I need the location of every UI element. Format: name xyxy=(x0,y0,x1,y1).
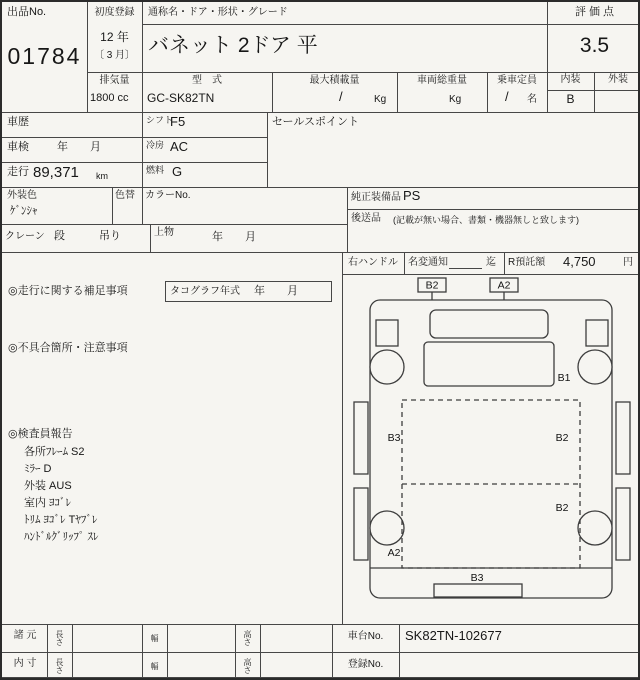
damage-label-lower-left: A2 xyxy=(387,547,401,559)
inspection-value: 年 月 xyxy=(57,141,101,153)
vehicle-name-label: 通称名・ドア・形状・グレード xyxy=(148,7,288,18)
capacity-slash: / xyxy=(505,89,509,104)
genuine-equipment-value: PS xyxy=(403,188,421,203)
deposit-label: R預託額 xyxy=(508,257,546,268)
grid-line xyxy=(272,72,273,112)
left-gate-upper xyxy=(354,402,368,474)
grid-line xyxy=(142,624,143,677)
damage-label-right-upper: B1 xyxy=(557,372,571,384)
handle-label: 右ハンドル xyxy=(348,257,398,268)
grid-line xyxy=(150,224,151,252)
grid-line xyxy=(267,112,268,187)
inspector-item: 各所ﾌﾚｰﾑ S2 xyxy=(24,446,85,458)
windshield xyxy=(430,310,548,338)
wheel-rear-right xyxy=(578,511,612,545)
gross-weight-label: 車両総重量 xyxy=(417,75,467,86)
name-change-label: 名変通知 xyxy=(408,257,448,268)
damage-label-rear-center: B3 xyxy=(470,572,484,584)
capacity-label: 乗車定員 xyxy=(497,75,537,86)
right-gate-upper xyxy=(616,402,630,474)
capacity-unit: 名 xyxy=(527,94,537,105)
height-label: 高さ xyxy=(243,630,252,646)
damage-label-lower-right: B2 xyxy=(555,502,569,514)
gross-weight-unit: Kg xyxy=(449,94,462,105)
max-load-label: 最大積載量 xyxy=(309,75,360,86)
grid-line xyxy=(2,224,347,225)
mileage-label: 走行 xyxy=(7,166,29,178)
chassis-no-value: SK82TN-102677 xyxy=(405,628,502,643)
exhibit-no-label: 出品No. xyxy=(7,6,47,18)
model-label: 型 式 xyxy=(192,75,222,86)
grid-line xyxy=(2,187,640,188)
grid-line xyxy=(397,72,398,112)
tachograph-label: タコグラフ年式 xyxy=(170,286,240,297)
width-label: 幅 xyxy=(150,661,159,670)
mileage-value: 89,371 xyxy=(33,164,79,181)
grid-line xyxy=(347,209,640,210)
length-label: 長さ xyxy=(55,657,64,674)
grid-line xyxy=(2,137,267,138)
grid-line xyxy=(399,624,400,677)
uwamono-value: 年 月 xyxy=(212,231,256,243)
grid-line xyxy=(47,624,48,677)
inspector-report-title: ◎検査員報告 xyxy=(8,428,73,440)
defects-title: ◎不具合箇所・注意事項 xyxy=(8,342,128,354)
max-load-slash: / xyxy=(339,89,343,104)
wheel-front-right xyxy=(578,350,612,384)
model-value: GC-SK82TN xyxy=(147,91,215,105)
exterior-label: 外装 xyxy=(608,74,628,85)
grid-line xyxy=(487,72,488,112)
vehicle-name-value: バネット 2ドア 平 xyxy=(148,34,318,57)
crane-tsuri-label: 吊り xyxy=(99,230,121,242)
color-no-label: カラーNo. xyxy=(145,190,191,201)
grid-line xyxy=(332,624,333,677)
cab-roof xyxy=(424,342,554,386)
grid-line xyxy=(2,652,640,653)
history-label: 車歴 xyxy=(7,116,29,128)
shift-label: シフト xyxy=(146,115,174,125)
cooling-value: AC xyxy=(170,139,189,154)
registration-no-label: 登録No. xyxy=(347,659,384,670)
exhibit-no-value: 01784 xyxy=(7,43,82,69)
length-label: 長さ xyxy=(55,630,64,646)
grid-line xyxy=(142,24,640,25)
sales-point-label: セールスポイント xyxy=(272,116,360,128)
later-items-label: 後送品 xyxy=(351,213,381,224)
right-door-mark xyxy=(586,320,608,346)
inspector-item: ﾐﾗｰ D xyxy=(24,463,52,475)
grid-line xyxy=(404,252,405,274)
inspector-item: 室内 ﾖｺﾞﾚ xyxy=(24,497,72,509)
grid-line xyxy=(167,624,168,677)
body-color-label: 外装色 xyxy=(7,190,37,201)
tachograph-value: 年 月 xyxy=(254,285,298,297)
first-registration-year: 12 年 xyxy=(100,30,129,44)
interior-value: B xyxy=(566,92,575,106)
later-items-note: (記載が無い場合、書類・機器無しと致します) xyxy=(393,215,579,225)
wheel-rear-left xyxy=(370,511,404,545)
wheel-front-left xyxy=(370,350,404,384)
shift-value: F5 xyxy=(170,114,186,129)
grid-line xyxy=(87,72,640,73)
inspector-item: 外装 AUS xyxy=(24,480,72,492)
grid-line xyxy=(504,252,505,274)
uwamono-label: 上物 xyxy=(154,227,174,238)
grid-line xyxy=(347,187,348,252)
inspector-item: ﾄﾘﾑ ﾖｺﾞﾚ Tﾔﾌﾞﾚ xyxy=(24,514,98,526)
grid-line xyxy=(142,2,143,224)
crane-dan-label: 段 xyxy=(54,230,65,242)
left-gate-lower xyxy=(354,488,368,560)
interior-label: 内装 xyxy=(560,74,581,85)
height-label: 高さ xyxy=(243,657,252,674)
body-color-value: ｹﾞﾝｼｬ xyxy=(10,205,38,217)
displacement-value: 1800 cc xyxy=(90,92,129,104)
genuine-equipment-label: 純正装備品 xyxy=(351,192,401,203)
grid-line xyxy=(342,252,343,624)
name-change-blank xyxy=(449,268,482,269)
crane-label: クレーン xyxy=(5,231,45,242)
first-registration-label: 初度登録 xyxy=(94,7,135,18)
inspection-label: 車検 xyxy=(7,141,29,153)
grid-line xyxy=(112,187,113,224)
mileage-notes-title: ◎走行に関する補足事項 xyxy=(8,285,128,297)
grid-line xyxy=(72,624,73,677)
left-door-mark xyxy=(376,320,398,346)
grid-line xyxy=(594,72,595,112)
grid-line xyxy=(260,624,261,677)
displacement-label: 排気量 xyxy=(99,75,130,86)
recolor-label: 色替 xyxy=(115,190,135,201)
mileage-unit: km xyxy=(96,171,108,181)
deposit-unit: 円 xyxy=(623,257,633,268)
bed-dashed-outline xyxy=(402,400,580,568)
made-label: 迄 xyxy=(486,257,496,268)
rear-bumper xyxy=(434,584,522,597)
grid-line xyxy=(2,112,640,113)
inspector-item: ﾊﾝﾄﾞﾙｸﾞﾘｯﾌﾟ ｽﾚ xyxy=(24,531,99,543)
grid-line xyxy=(2,624,640,625)
cooling-label: 冷房 xyxy=(146,140,165,150)
score-label: 評 価 点 xyxy=(574,6,615,18)
damage-label-bed-left: B3 xyxy=(387,432,401,444)
grid-line xyxy=(2,162,267,163)
grid-line xyxy=(2,252,640,253)
fuel-value: G xyxy=(172,164,183,179)
inner-row-label: 内 寸 xyxy=(13,658,37,669)
width-label: 幅 xyxy=(150,634,159,642)
damage-label-front-right: A2 xyxy=(497,279,511,292)
right-gate-lower xyxy=(616,488,630,560)
chassis-no-label: 車台No. xyxy=(347,631,384,642)
max-load-unit: Kg xyxy=(374,94,387,105)
fuel-label: 燃料 xyxy=(146,165,165,175)
spec-row-label: 諸 元 xyxy=(13,630,37,641)
first-registration-month: 〔 3 月〕 xyxy=(93,50,136,61)
grid-line xyxy=(87,2,88,112)
score-value: 3.5 xyxy=(579,34,610,57)
damage-label-front-left: B2 xyxy=(425,279,439,292)
grid-line xyxy=(547,2,548,112)
vehicle-diagram xyxy=(342,274,640,624)
grid-line xyxy=(342,274,640,275)
damage-label-bed-right: B2 xyxy=(555,432,569,444)
deposit-value: 4,750 xyxy=(563,254,596,269)
grid-line xyxy=(235,624,236,677)
truck-body-outline xyxy=(370,300,612,598)
